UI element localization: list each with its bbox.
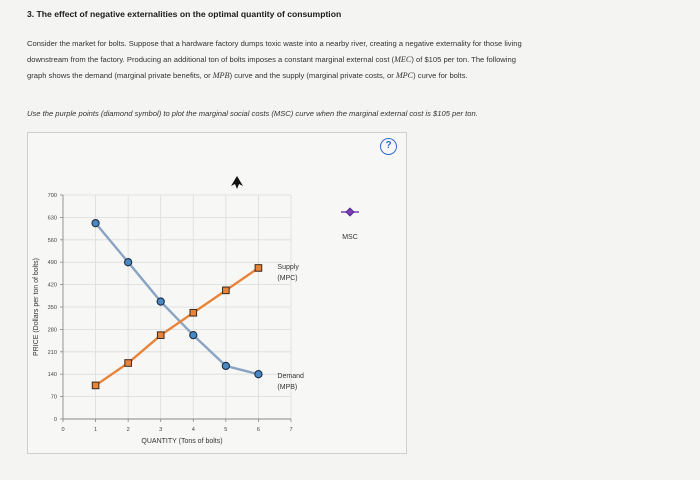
demand-point (92, 220, 99, 227)
x-tick-label: 6 (256, 427, 260, 433)
demand-label-line2: (MPB) (277, 384, 298, 392)
x-tick-label: 4 (191, 427, 195, 433)
help-button[interactable]: ? (380, 138, 397, 155)
supply-point (223, 287, 230, 294)
y-tick-label: 490 (47, 260, 57, 267)
supply-point (125, 360, 132, 367)
x-tick-label: 5 (224, 427, 228, 433)
demand-point (222, 362, 229, 369)
x-tick-label: 0 (61, 427, 65, 433)
intro-line-2: downstream from the factory. Producing an additional ton of bolts imposes a constant marginal external cost (MEC) of $105 per ton. The following (27, 55, 516, 64)
question-title: 3. The effect of negative externalities on the optimal quantity of consumption (27, 9, 342, 19)
y-tick-label: 350 (47, 305, 57, 311)
y-tick-label: 0 (53, 417, 57, 423)
supply-label-line1: Supply (277, 263, 299, 271)
intro-line-1: Consider the market for bolts. Suppose that a hardware factory dumps toxic waste into a nearby river, creating a negative externality for those living (27, 39, 522, 48)
y-tick-label: 280 (47, 327, 57, 334)
x-axis-label: QUANTITY (Tons of bolts) (141, 438, 223, 445)
demand-label-line1: Demand (277, 373, 304, 381)
demand-point (125, 259, 132, 266)
instruction-text: Use the purple points (diamond symbol) to plot the marginal social costs (MSC) curve when the marginal external cost is $105 per ton. (27, 109, 478, 118)
y-tick-label: 210 (47, 349, 57, 356)
y-tick-label: 420 (47, 282, 57, 289)
graph-panel[interactable] (27, 132, 407, 454)
y-tick-label: 560 (47, 237, 57, 244)
x-tick-label: 7 (289, 427, 293, 433)
y-tick-label: 140 (47, 372, 57, 379)
msc-diamond-icon[interactable] (346, 208, 354, 216)
chart[interactable] (28, 133, 408, 455)
y-axis-label: PRICE (Dollars per ton of bolts) (33, 257, 40, 357)
supply-point (92, 382, 99, 389)
demand-point (190, 332, 197, 339)
y-tick-label: 700 (47, 193, 57, 199)
cursor-icon (231, 176, 243, 189)
y-tick-label: 630 (47, 215, 57, 222)
demand-point (157, 298, 164, 305)
question-intro (27, 36, 677, 84)
supply-point (255, 265, 262, 272)
msc-legend-label: MSC (342, 234, 358, 241)
intro-line-3: graph shows the demand (marginal private benefits, or MPB) curve and the supply (marginal private costs, or MPC) curve for bolts. (27, 71, 468, 80)
supply-point (157, 332, 164, 339)
y-tick-label: 70 (50, 394, 57, 401)
x-tick-label: 1 (94, 427, 98, 433)
x-tick-label: 2 (126, 427, 130, 433)
demand-point (255, 371, 262, 378)
x-tick-label: 3 (159, 427, 163, 433)
supply-label-line2: (MPC) (277, 274, 298, 282)
supply-point (190, 309, 197, 316)
